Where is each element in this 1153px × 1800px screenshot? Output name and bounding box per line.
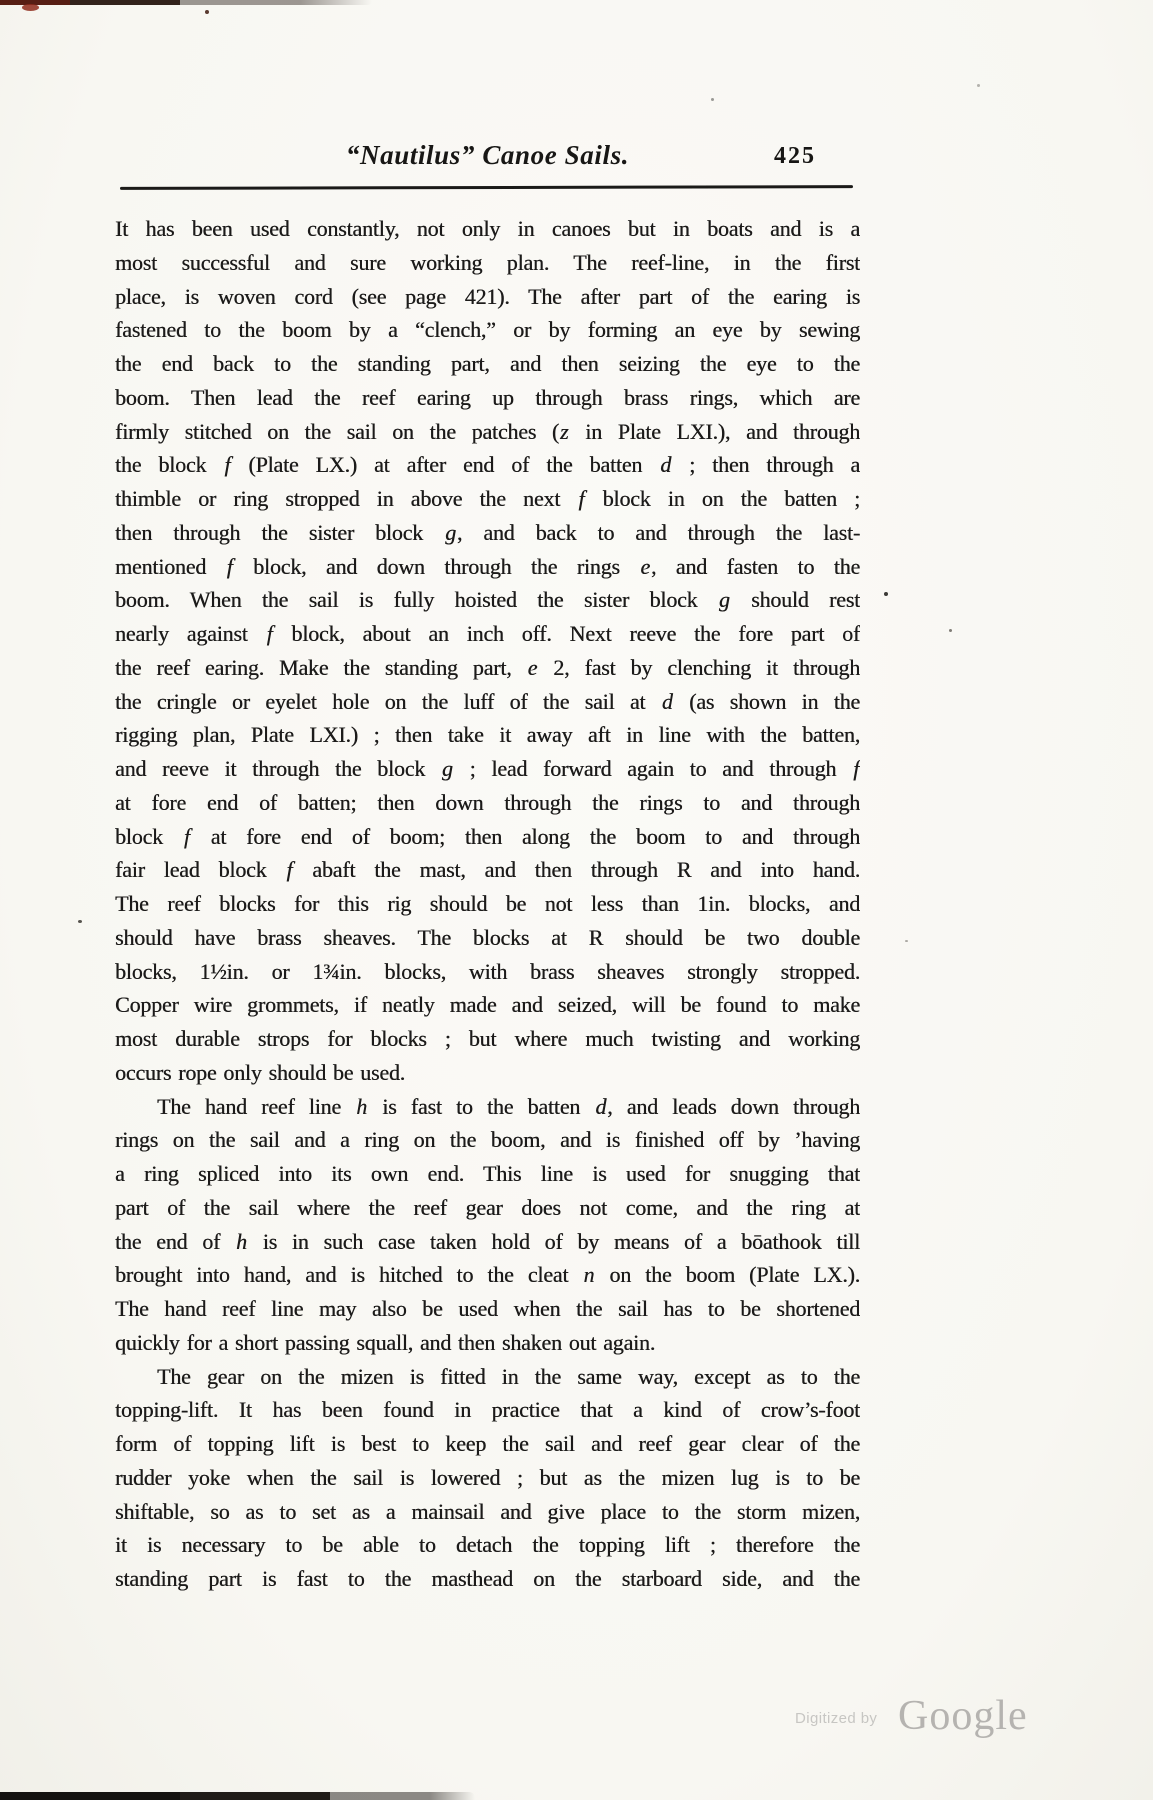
text-line: the cringle or eyelet hole on the luff of the sail at d (as shown in the — [115, 688, 860, 714]
scan-speck — [78, 920, 82, 923]
text-line: the end of h is in such case taken hold of by means of a bōathook till — [115, 1228, 860, 1254]
text-line: rudder yoke when the sail is lowered ; but as the mizen lug is to be — [115, 1464, 860, 1490]
text-line: topping-lift. It has been found in practice that a kind of crow’s-foot — [115, 1397, 860, 1423]
scan-speck — [205, 10, 209, 14]
scan-speck — [884, 592, 888, 596]
text-line: The gear on the mizen is fitted in the same way, except as to the — [157, 1363, 860, 1389]
text-line: firmly stitched on the sail on the patches (z in Plate LXI.), and through — [115, 418, 860, 444]
text-line: fastened to the boom by a “clench,” or by forming an eye by sewing — [115, 317, 860, 343]
text-line: The hand reef line h is fast to the batten d, and leads down through — [157, 1093, 860, 1119]
text-line: fair lead block f abaft the mast, and then through R and into hand. — [115, 857, 860, 883]
text-line: It has been used constantly, not only in canoes but in boats and is a — [115, 216, 860, 241]
scan-artifact-bottom-edge — [0, 1792, 475, 1800]
text-line: at fore end of batten; then down through the rings to and through — [115, 789, 860, 815]
scan-speck — [949, 629, 952, 632]
scan-speck — [711, 98, 714, 101]
text-line: and reeve it through the block g ; lead forward again to and through f — [115, 756, 860, 781]
page-number: 425 — [774, 143, 816, 169]
text-line: place, is woven cord (see page 421). The after part of the earing is — [115, 283, 860, 309]
text-line: nearly against f block, about an inch off. Next reeve the fore part of — [115, 621, 860, 646]
text-line: The reef blocks for this rig should be not less than 1in. blocks, and — [115, 891, 860, 916]
page-header — [115, 138, 860, 174]
text-line: quickly for a short passing squall, and then shaken out again. — [115, 1329, 656, 1355]
text-line: a ring spliced into its own end. This line is used for snugging that — [115, 1161, 860, 1186]
text-line: the block f (Plate LX.) at after end of the batten d ; then through a — [115, 452, 860, 478]
text-line: occurs rope only should be used. — [115, 1059, 405, 1085]
text-line: thimble or ring stropped in above the next f block in on the batten ; — [115, 486, 860, 511]
scan-artifact-top-edge — [0, 0, 372, 5]
text-line: part of the sail where the reef gear does not come, and the ring at — [115, 1194, 860, 1220]
watermark — [795, 1686, 1055, 1739]
text-line: rigging plan, Plate LXI.) ; then take it away aft in line with the batten, — [115, 722, 860, 748]
text-line: the end back to the standing part, and then seizing the eye to the — [115, 351, 860, 376]
text-line: form of topping lift is best to keep the sail and reef gear clear of the — [115, 1431, 860, 1456]
paragraph-1 — [115, 212, 860, 1090]
text-line: standing part is fast to the masthead on the starboard side, and the — [115, 1566, 860, 1591]
text-line: rings on the sail and a ring on the boom, and is finished off by ’having — [115, 1127, 860, 1153]
header-rule — [120, 185, 853, 190]
running-title: “Nautilus” Canoe Sails. — [345, 140, 630, 170]
watermark-prefix-text: Digitized by — [795, 1710, 878, 1727]
text-line: most durable strops for blocks ; but where much twisting and working — [115, 1026, 860, 1051]
text-line: Copper wire grommets, if neatly made and seized, will be found to make — [115, 992, 860, 1018]
text-line: should have brass sheaves. The blocks at R should be two double — [115, 924, 860, 950]
text-line: most successful and sure working plan. The reef-line, in the first — [115, 249, 860, 275]
scan-speck — [977, 84, 980, 87]
scan-speck — [905, 940, 908, 942]
scan-artifact-red-mark — [22, 4, 39, 11]
text-line: then through the sister block g, and back to and through the last- — [115, 519, 860, 545]
paragraph-3 — [115, 1360, 860, 1596]
text-line: blocks, 1½in. or 1¾in. blocks, with brass sheaves strongly stropped. — [115, 958, 860, 984]
text-line: boom. When the sail is fully hoisted the sister block g should rest — [115, 587, 860, 613]
text-block — [115, 212, 860, 1596]
text-line: shiftable, so as to set as a mainsail and give place to the storm mizen, — [115, 1498, 860, 1524]
text-line: mentioned f block, and down through the rings e, and fasten to the — [115, 553, 860, 579]
google-logo: Google — [898, 1693, 1028, 1739]
text-line: the reef earing. Make the standing part, e 2, fast by clenching it through — [115, 654, 860, 680]
text-line: boom. Then lead the reef earing up through brass rings, which are — [115, 384, 860, 410]
paragraph-2 — [115, 1090, 860, 1360]
text-line: it is necessary to be able to detach the topping lift ; therefore the — [115, 1532, 860, 1558]
text-line: brought into hand, and is hitched to the cleat n on the boom (Plate LX.). — [115, 1262, 860, 1288]
text-line: block f at fore end of boom; then along the boom to and through — [115, 823, 860, 849]
text-line: The hand reef line may also be used when the sail has to be shortened — [115, 1296, 860, 1321]
